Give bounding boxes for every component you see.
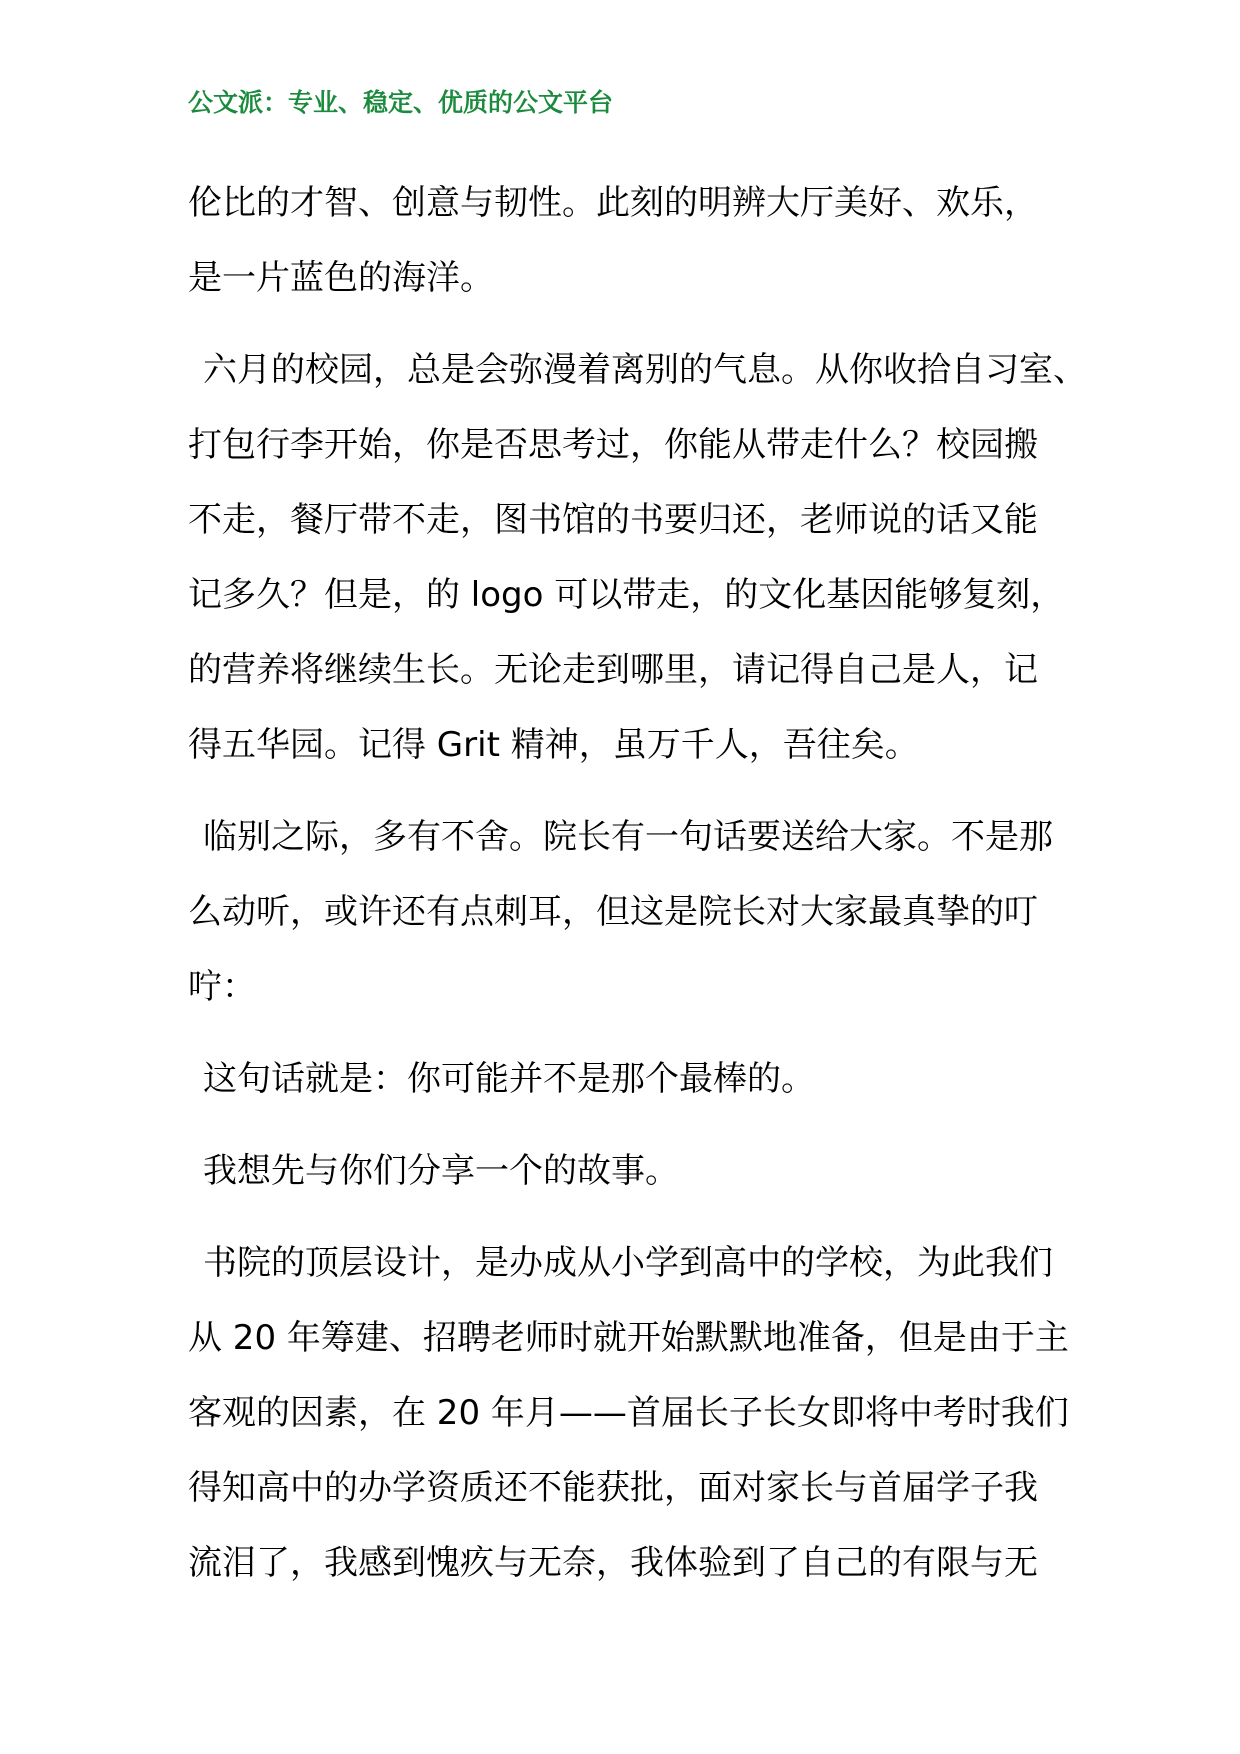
text-line: 伦比的才智、创意与韧性。此刻的明辨大厅美好、欢乐，	[188, 183, 1038, 223]
text-line: 客观的因素，在 20 年月——首届长子长女即将中考时我们	[188, 1393, 1069, 1433]
text-line: 我想先与你们分享一个的故事。	[203, 1151, 679, 1191]
text-line: 不走，餐厅带不走，图书馆的书要归还，老师说的话又能	[188, 500, 1038, 540]
paragraph	[188, 166, 1088, 316]
text-line: 咛：	[188, 967, 256, 1007]
text-line: 六月的校园，总是会弥漫着离别的气息。从你收拾自习室、	[203, 350, 1087, 390]
text-line: 从 20 年筹建、招聘老师时就开始默默地准备，但是由于主	[188, 1318, 1069, 1358]
document-body	[188, 166, 1088, 1601]
text-line: 这句话就是：你可能并不是那个最棒的。	[203, 1059, 815, 1099]
text-line: 临别之际，多有不舍。院长有一句话要送给大家。不是那	[203, 817, 1053, 857]
text-line: 打包行李开始，你是否思考过，你能从带走什么？校园搬	[188, 425, 1038, 465]
paragraph	[188, 800, 1088, 1025]
paragraph	[188, 333, 1088, 783]
paragraph	[188, 1042, 1088, 1117]
text-line: 么动听，或许还有点刺耳，但这是院长对大家最真挚的叮	[188, 892, 1038, 932]
text-line: 流泪了，我感到愧疚与无奈，我体验到了自己的有限与无	[188, 1543, 1038, 1583]
paragraph	[188, 1226, 1088, 1601]
paragraph	[188, 1134, 1088, 1209]
text-line: 得五华园。记得 Grit 精神，虽万千人，吾往矣。	[188, 725, 919, 765]
header-banner: 公文派：专业、稳定、优质的公文平台	[188, 88, 614, 117]
text-line: 的营养将继续生长。无论走到哪里，请记得自己是人，记	[188, 650, 1038, 690]
text-line: 是一片蓝色的海洋。	[188, 258, 494, 298]
text-line: 记多久？但是，的 logo 可以带走，的文化基因能够复刻，	[188, 575, 1065, 615]
text-line: 书院的顶层设计，是办成从小学到高中的学校，为此我们	[203, 1243, 1053, 1283]
text-line: 得知高中的办学资质还不能获批，面对家长与首届学子我	[188, 1468, 1038, 1508]
